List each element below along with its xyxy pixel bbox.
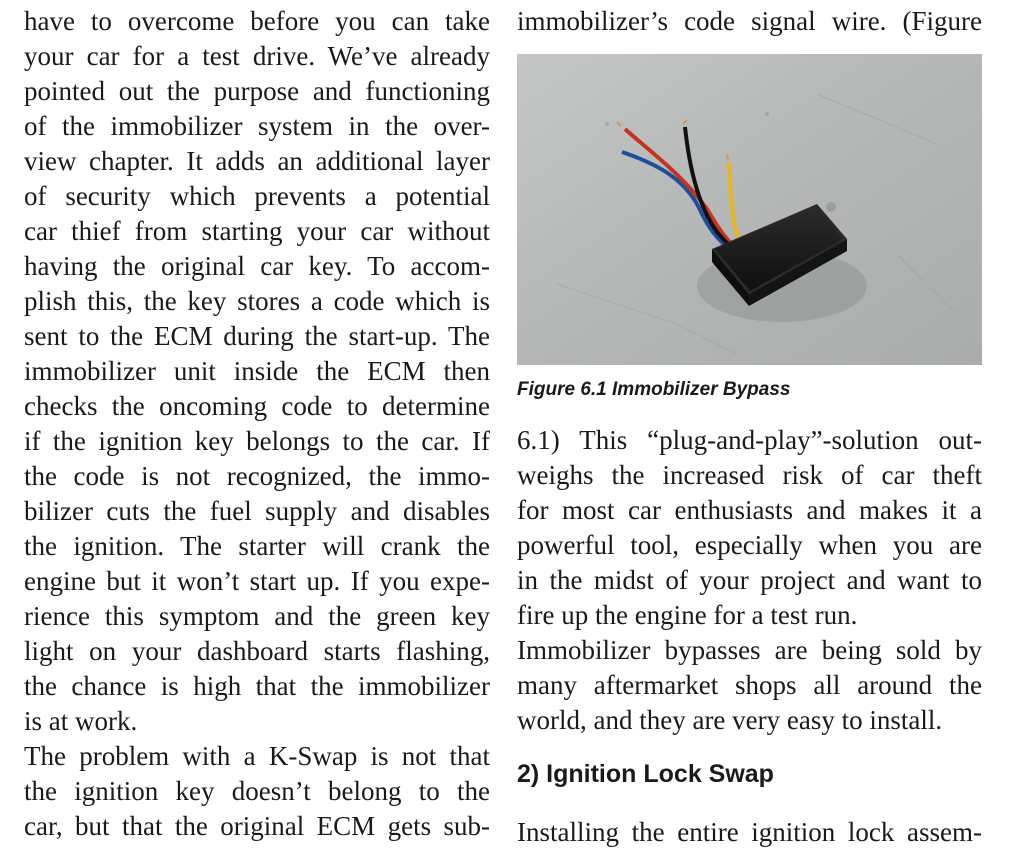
section-heading: 2) Ignition Lock Swap	[517, 760, 774, 788]
body-text-line: the ignition key doesn’t belong to the	[24, 776, 490, 806]
body-text-line: your car for a test drive. We’ve already	[24, 41, 490, 71]
figure-caption: Figure 6.1 Immobilizer Bypass	[517, 379, 791, 400]
body-text-line: have to overcome before you can take	[24, 6, 490, 36]
body-text-line: Immobilizer bypasses are being sold by	[517, 635, 982, 665]
body-text-line: weighs the increased risk of car theft	[517, 460, 982, 490]
body-text-line: the chance is high that the immobilizer	[24, 671, 490, 701]
body-text-line: of the immobilizer system in the over-	[24, 111, 490, 141]
body-text-line: the ignition. The starter will crank the	[24, 531, 490, 561]
body-text-line: sent to the ECM during the start-up. The	[24, 321, 490, 351]
immobilizer-bypass-module-icon	[517, 54, 982, 365]
body-text-line: car thief from starting your car without	[24, 216, 490, 246]
body-text-line: The problem with a K-Swap is not that	[24, 741, 490, 771]
body-text-line: pointed out the purpose and functioning	[24, 76, 490, 106]
body-text-line: plish this, the key stores a code which is	[24, 286, 490, 316]
body-text-line: in the midst of your project and want to	[517, 565, 982, 595]
body-text-line: of security which prevents a potential	[24, 181, 490, 211]
body-text-line: checks the oncoming code to determine	[24, 391, 490, 421]
body-text-line: view chapter. It adds an additional layer	[24, 146, 490, 176]
body-text-line: 6.1) This “plug-and-play”-solution out-	[517, 425, 982, 455]
body-text-line: world, and they are very easy to install.	[517, 705, 943, 735]
body-text-line: rience this symptom and the green key	[24, 601, 490, 631]
body-text-line: if the ignition key belongs to the car. If	[24, 426, 490, 456]
body-text-line: Installing the entire ignition lock assem-	[517, 817, 982, 847]
body-text-line: having the original car key. To accom-	[24, 251, 490, 281]
body-text-line: for most car enthusiasts and makes it a	[517, 495, 982, 525]
body-text-line: bilizer cuts the fuel supply and disables	[24, 496, 490, 526]
body-text-line: is at work.	[24, 706, 138, 736]
body-text-line: light on your dashboard starts flashing,	[24, 636, 490, 666]
body-text-line: many aftermarket shops all around the	[517, 670, 982, 700]
body-text-line: fire up the engine for a test run.	[517, 600, 858, 630]
body-text-line: engine but it won’t start up. If you expe-	[24, 566, 490, 596]
body-text-line: car, but that the original ECM gets sub-	[24, 811, 490, 841]
body-text-line: powerful tool, especially when you are	[517, 530, 982, 560]
body-text-line: immobilizer unit inside the ECM then	[24, 356, 490, 386]
figure-photo	[517, 54, 982, 365]
body-text-line: the code is not recognized, the immo-	[24, 461, 490, 491]
body-text-line: immobilizer’s code signal wire. (Figure	[517, 6, 982, 36]
